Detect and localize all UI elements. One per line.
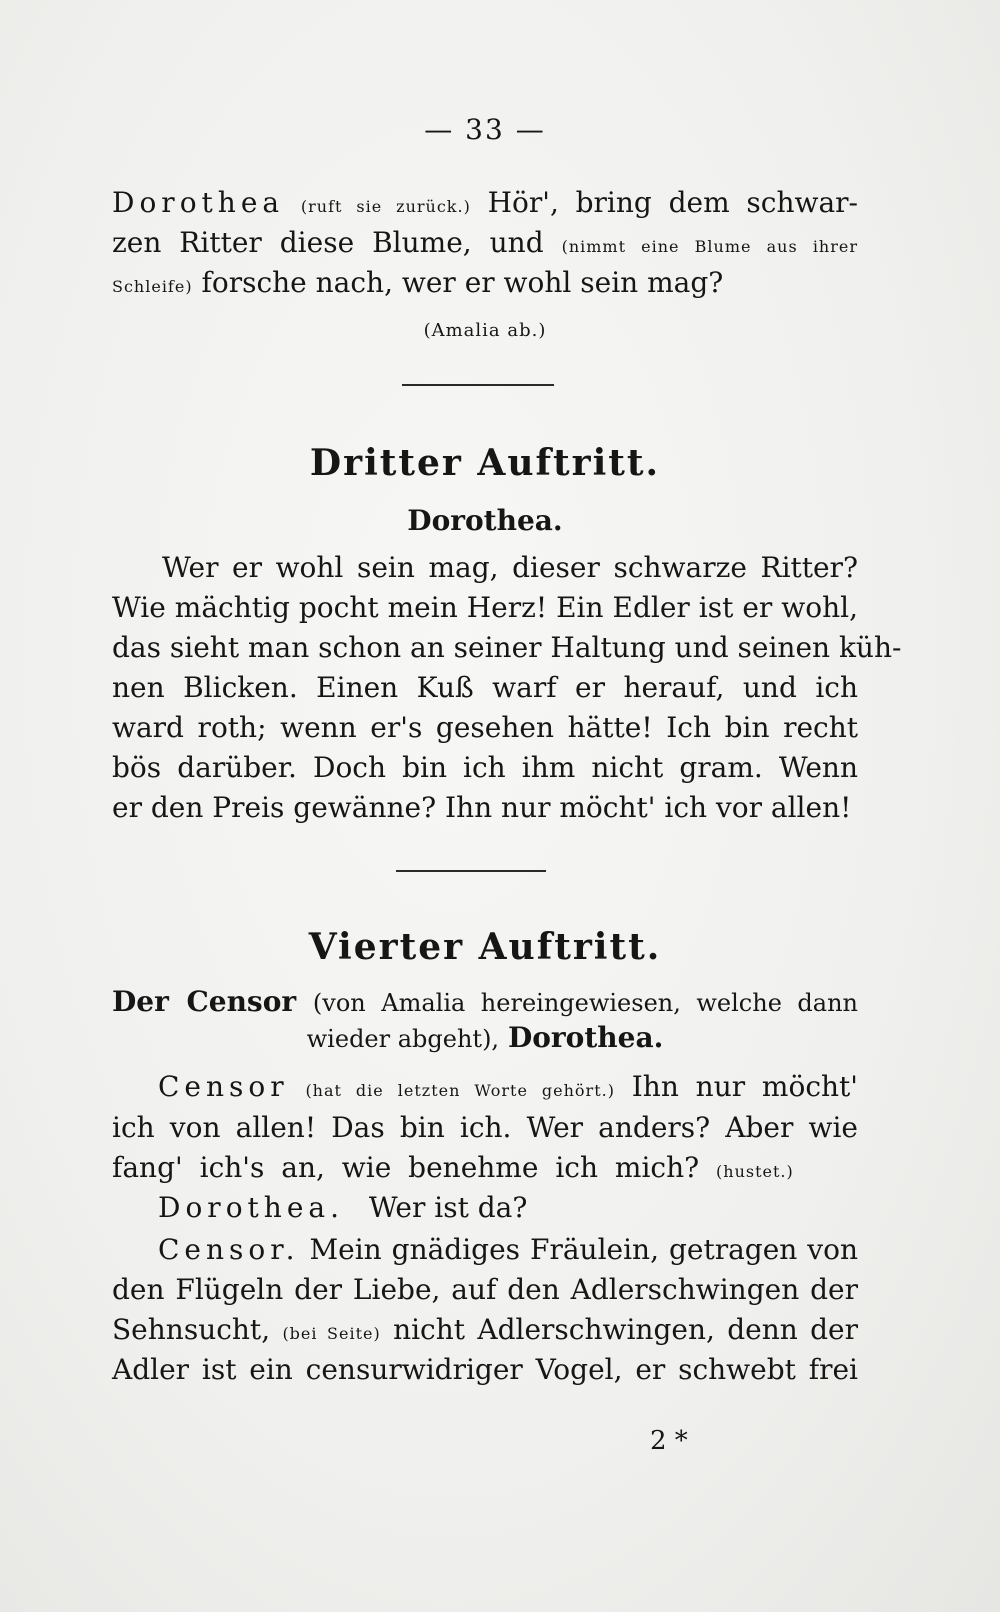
text-line: nen Blicken. Einen Kuß warf er herauf, und ich [112,671,858,704]
text-line [158,1070,858,1108]
dialogue-text: zen Ritter diese Blume, und [112,226,544,259]
stage-direction: (nimmt eine Blume aus ihrer [561,237,859,256]
dialogue-text: Mein gnädiges Fräulein, getragen von [309,1233,858,1266]
section-divider [402,384,554,386]
text-line [112,266,858,304]
speaker-name: Dorothea. [158,1191,344,1224]
stage-direction: (hustet.) [716,1162,794,1181]
text-line [112,226,858,264]
scene-cast [112,985,858,1020]
text-line [112,1151,858,1189]
dialogue-text: Ihn nur möcht' [631,1070,858,1103]
dialogue-text: fang' ich's an, wie benehme ich mich? [112,1151,700,1184]
text-line: Adler ist ein censurwidriger Vogel, er schwebt frei [112,1353,858,1386]
section-divider [396,870,546,872]
text-line [112,186,858,224]
speaker-name: Censor [158,1070,289,1103]
cast-name: Dorothea. [507,1021,664,1054]
text-line: den Flügeln der Liebe, auf den Adlerschwingen der [112,1273,858,1306]
stage-direction: (bei Seite) [282,1324,381,1343]
dialogue-text: nicht Adlerschwingen, denn der [393,1313,858,1346]
scene-heading: Dritter Auftritt. [309,442,661,484]
stage-direction: (hat die letzten Worte gehört.) [305,1081,615,1100]
dialogue-text: Hör', bring dem schwar- [487,186,859,219]
text-line: Wie mächtig pocht mein Herz! Ein Edler ist er wohl, [112,591,858,624]
dialogue-text: forsche nach, wer er wohl sein mag? [201,266,724,299]
text-line [158,1233,858,1267]
page-number: — 33 — [424,113,546,146]
text-line: Wer er wohl sein mag, dieser schwarze Ritter? [162,551,858,584]
cast-name: Der Censor [112,985,297,1018]
text-line [112,1313,858,1351]
speaker-name: Censor. [158,1233,300,1266]
text-line: ward roth; wenn er's gesehen hätte! Ich bin recht [112,711,858,744]
text-line: das sieht man schon an seiner Haltung und seinen küh- [112,631,902,664]
text-line: er den Preis gewänne? Ihn nur möcht' ich vor allen! [112,791,852,824]
speaker-name: Dorothea [112,186,285,219]
stage-direction: wieder abgeht), [306,1025,500,1053]
stage-direction: (ruft sie zurück.) [300,197,471,216]
scene-cast: Dorothea. [407,504,563,537]
text-line [158,1191,904,1225]
stage-direction: Schleife) [112,277,193,296]
stage-direction: (Amalia ab.) [423,320,547,341]
scene-heading: Vierter Auftritt. [308,926,662,968]
text-line: bös darüber. Doch bin ich ihm nicht gram. Wenn [112,751,858,784]
scene-cast [112,1021,858,1056]
signature-mark: 2 * [650,1426,688,1456]
text-line: ich von allen! Das bin ich. Wer anders? Aber wie [112,1111,858,1144]
dialogue-text: Sehnsucht, [112,1313,271,1346]
stage-direction: (von Amalia hereingewiesen, welche dann [312,989,858,1017]
dialogue-text: Wer ist da? [368,1191,528,1224]
